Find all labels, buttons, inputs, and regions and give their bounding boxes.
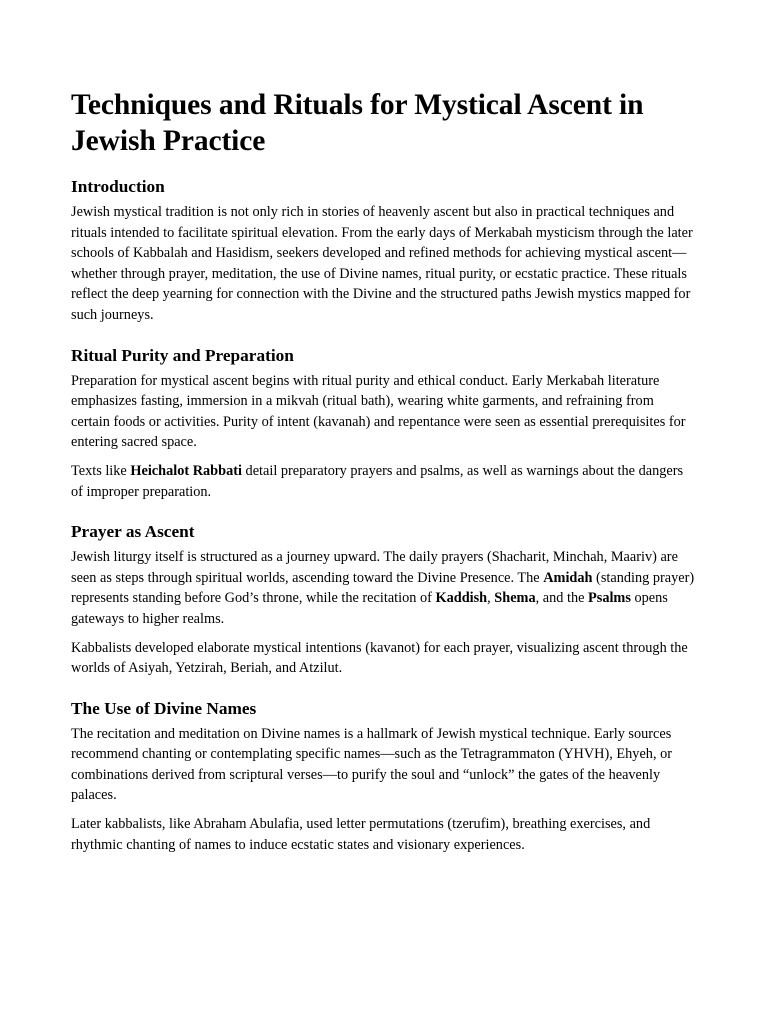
text-run: Jewish mystical tradition is not only rich in stories of heavenly ascent but also in practical techniques and rituals intended to facilitate spiritual elevation. From the early days of Merkabah mysticism through the later schools of Kabbalah and Hasidism, seekers developed and refined methods for achieving mystical ascent—whether through prayer, meditation, the use of Divine names, ritual purity, or ecstatic practice. These rituals reflect the deep yearning for connection with the Divine and the structured paths Jewish mystics mapped for such journeys. [71, 204, 693, 323]
page-title: Techniques and Rituals for Mystical Ascent in Jewish Practice [71, 89, 644, 157]
text-run: Jewish liturgy itself is structured as a journey upward. The daily prayers (Shacharit, Minchah, Maariv) are seen as steps through spiritual worlds, ascending toward the Divine Presence. The [71, 549, 678, 586]
paragraph [71, 814, 696, 855]
text-run: opens gateways to higher realms. [71, 590, 668, 627]
text-run: Texts like [71, 462, 131, 479]
paragraph [71, 461, 696, 502]
section-heading: Prayer as Ascent [71, 522, 195, 542]
section-divine-names [71, 698, 696, 856]
text-run: The recitation and meditation on Divine names is a hallmark of Jewish mystical technique. Early sources recommend chanting or contemplating specific names—such as the Tetragrammaton (YHVH), Ehyeh, or combinations derived from scriptural verses—to purify the soul and “unlock” the gates of the heavenly palaces. [71, 725, 672, 804]
text-run: detail preparatory prayers and psalms, as well as warnings about the dangers of improper preparation. [71, 462, 684, 500]
section-ritual-purity [71, 345, 696, 503]
text-run: , [487, 590, 495, 607]
paragraph [71, 724, 696, 806]
text-run: (standing prayer) represents standing before God’s throne, while the recitation of [71, 569, 695, 607]
section-heading: The Use of Divine Names [71, 698, 257, 718]
text-run: Preparation for mystical ascent begins with ritual purity and ethical conduct. Early Merkabah literature emphasizes fasting, immersion in a mikvah (ritual bath), wearing white garments, and refraining from certain foods or activities. Purity of intent (kavanah) and repentance were seen as essential prerequisites for entering sacred space. [71, 372, 686, 451]
emphasis-text: Shema [494, 590, 536, 607]
section-introduction [71, 176, 696, 326]
paragraph [71, 547, 696, 629]
section-heading: Introduction [71, 177, 165, 196]
paragraph [71, 638, 696, 679]
emphasis-text: Kaddish [435, 590, 488, 607]
emphasis-text: Heichalot Rabbati [130, 462, 242, 479]
paragraph [71, 371, 696, 453]
section-heading: Ritual Purity and Preparation [71, 345, 294, 365]
paragraph [71, 202, 696, 326]
text-run: Kabbalists developed elaborate mystical intentions (kavanot) for each prayer, visualizing ascent through the worlds of Asiyah, Yetzirah, Beriah, and Atzilut. [71, 639, 688, 677]
text-run: Later kabbalists, like Abraham Abulafia, used letter permutations (tzerufim), breathing exercises, and rhythmic chanting of names to induce ecstatic states and visionary experiences. [71, 816, 651, 853]
section-prayer-as-ascent [71, 521, 696, 679]
text-run: , and the [535, 590, 589, 607]
emphasis-text: Amidah [543, 569, 593, 586]
emphasis-text: Psalms [588, 590, 631, 607]
